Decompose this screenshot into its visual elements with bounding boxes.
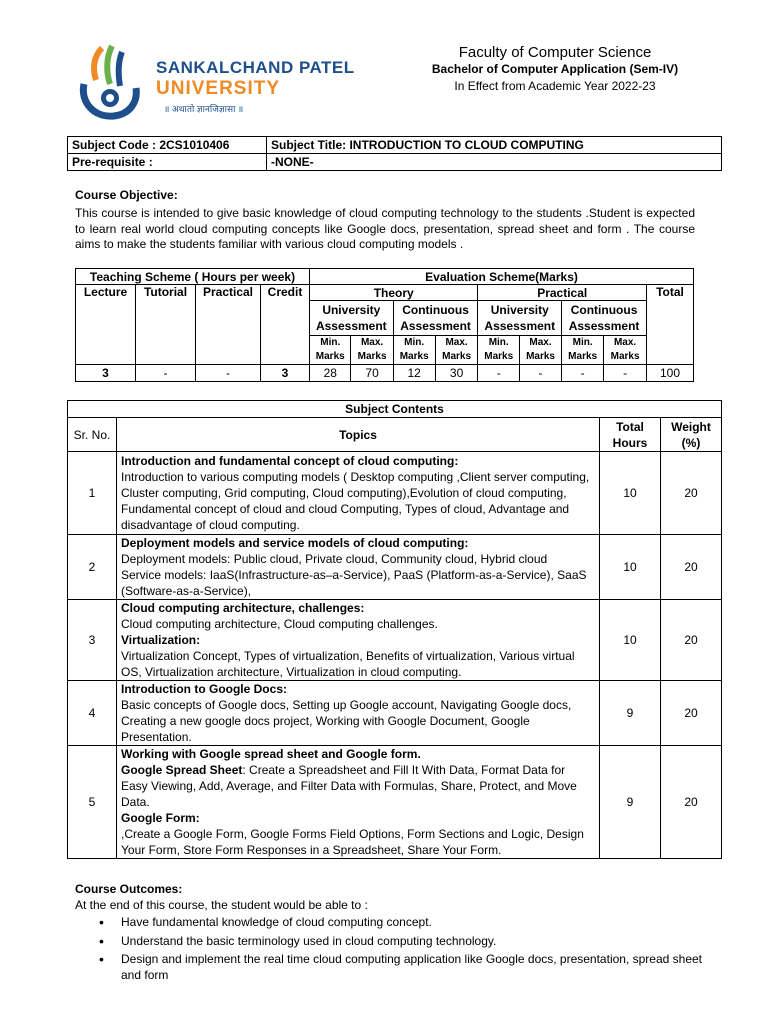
document-header: [390, 44, 720, 95]
university-logo: [72, 44, 355, 120]
min-marks-header: Min. Marks: [393, 336, 435, 365]
program-title: Bachelor of Computer Application (Sem-IV): [431, 62, 679, 76]
practical-university-header: University Assessment: [478, 301, 562, 336]
lecture-header: Lecture: [76, 285, 136, 365]
row-hours: 10: [600, 535, 661, 600]
topic-heading: Google Form:: [121, 811, 200, 825]
table-row: [68, 681, 722, 746]
scheme-value: 12: [393, 365, 435, 382]
scheme-value: -: [562, 365, 604, 382]
list-item: • Understand the basic terminology used in cloud computing technology.: [75, 934, 705, 950]
subject-title: Subject Title: INTRODUCTION TO CLOUD COMPUTING: [267, 137, 722, 154]
max-marks-header: Max. Marks: [519, 336, 561, 365]
topic-text: Cloud computing architecture, Cloud computing challenges.: [121, 617, 438, 631]
effect-year: In Effect from Academic Year 2022-23: [454, 79, 656, 93]
practical-eval-header: Practical: [478, 285, 647, 301]
topic-text: Basic concepts of Google docs, Setting up Google account, Navigating Google docs, Creating a new google docs project, Working with Google Document, Google Presentation.: [121, 698, 572, 744]
outcomes-list: [75, 915, 705, 983]
row-hours: 9: [600, 746, 661, 859]
row-sr: 2: [68, 535, 117, 600]
topic-heading: Google Spread Sheet: [121, 763, 243, 777]
row-sr: 5: [68, 746, 117, 859]
scheme-value: 3: [76, 365, 136, 382]
row-sr: 3: [68, 600, 117, 681]
evaluation-scheme-header: Evaluation Scheme(Marks): [310, 269, 694, 285]
scheme-value: 100: [647, 365, 694, 382]
scheme-value: 3: [261, 365, 310, 382]
topic-heading: Virtualization:: [121, 633, 201, 647]
scheme-value: -: [478, 365, 519, 382]
col-hours: Total Hours: [600, 418, 661, 452]
row-hours: 10: [600, 452, 661, 535]
col-sr: Sr. No.: [68, 418, 117, 452]
logo-motto: ॥ अथातो ज्ञानजिज्ञासा ॥: [164, 104, 244, 114]
min-marks-header: Min. Marks: [478, 336, 519, 365]
topic-text: Deployment models: Public cloud, Private cloud, Community cloud, Hybrid cloud: [121, 552, 548, 566]
row-hours: 10: [600, 600, 661, 681]
min-marks-header: Min. Marks: [562, 336, 604, 365]
subject-contents-table: [67, 400, 722, 859]
scheme-value: -: [519, 365, 561, 382]
row-weight: 20: [661, 452, 722, 535]
row-sr: 1: [68, 452, 117, 535]
theory-header: Theory: [310, 285, 478, 301]
table-row: [68, 535, 722, 600]
topic-heading: Cloud computing architecture, challenges:: [121, 601, 365, 615]
topic-heading: Deployment models and service models of cloud computing:: [121, 536, 469, 550]
topic-text: Service models: IaaS(Infrastructure-as–a-Service), PaaS (Platform-as-a-Service), SaaS (Software-as-a-Service),: [121, 568, 587, 598]
row-weight: 20: [661, 535, 722, 600]
scheme-value: 70: [351, 365, 393, 382]
contents-title: Subject Contents: [68, 401, 722, 418]
practical-continuous-header: Continuous Assessment: [562, 301, 647, 336]
topic-text: Introduction to various computing models ( Desktop computing ,Client server computing, Cluster computing, Grid computing, Cloud computing),Evolution of cloud computing, Fundamental concept of cloud and cloud Computing, Types of cloud, Advantage and disadvantage of cloud computing.: [121, 470, 590, 532]
col-weight: Weight (%): [661, 418, 722, 452]
topic-text: ,Create a Google Form, Google Forms Field Options, Form Sections and Logic, Design Your Form, Store Form Responses in a Spreadsheet, Share Your Form.: [121, 827, 584, 857]
row-weight: 20: [661, 681, 722, 746]
tutorial-header: Tutorial: [136, 285, 196, 365]
prerequisite-label: Pre-requisite :: [68, 154, 267, 171]
table-row: [68, 600, 722, 681]
objective-text: This course is intended to give basic knowledge of cloud computing technology to the students .Student is expected to learn real world cloud computing concepts like Google docs, presentation, spread sheet and form . The course aims to make the students familiar with various cloud computing models .: [75, 206, 695, 251]
min-marks-header: Min. Marks: [310, 336, 351, 365]
row-hours: 9: [600, 681, 661, 746]
practical-header: Practical: [196, 285, 261, 365]
topic-heading: Working with Google spread sheet and Google form.: [121, 747, 421, 761]
table-row: [68, 452, 722, 535]
list-item: • Design and implement the real time cloud computing application like Google docs, presentation, spread sheet and form: [75, 952, 705, 983]
col-topics: Topics: [117, 418, 600, 452]
scheme-table: [75, 268, 694, 382]
scheme-value: -: [196, 365, 261, 382]
objective-heading: Course Objective:: [75, 188, 178, 202]
scheme-value: 28: [310, 365, 351, 382]
max-marks-header: Max. Marks: [435, 336, 478, 365]
table-row: [68, 746, 722, 859]
total-header: Total: [647, 285, 694, 365]
faculty-title: Faculty of Computer Science: [458, 44, 652, 61]
teaching-scheme-header: Teaching Scheme ( Hours per week): [76, 269, 310, 285]
topic-text: : Create a Spreadsheet and Fill It With Data, Format Data for Easy Viewing, Add, Average, and Filter Data with Formulas, Share, Protect, and Move Data.: [121, 763, 577, 809]
list-item: • Have fundamental knowledge of cloud computing concept.: [75, 915, 705, 931]
prerequisite-value: -NONE-: [267, 154, 722, 171]
topic-text: Virtualization Concept, Types of virtualization, Benefits of virtualization, Various virtual OS, Virtualization architecture, Virtualization in cloud computing.: [121, 649, 575, 679]
topic-heading: Introduction and fundamental concept of cloud computing:: [121, 454, 459, 468]
row-weight: 20: [661, 746, 722, 859]
row-sr: 4: [68, 681, 117, 746]
subject-table: [67, 136, 722, 171]
topic-heading: Introduction to Google Docs:: [121, 682, 287, 696]
scheme-value: -: [136, 365, 196, 382]
logo-line-2: UNIVERSITY: [156, 78, 281, 99]
max-marks-header: Max. Marks: [604, 336, 647, 365]
theory-university-header: University Assessment: [310, 301, 394, 336]
theory-continuous-header: Continuous Assessment: [393, 301, 478, 336]
scheme-value: 30: [435, 365, 478, 382]
max-marks-header: Max. Marks: [351, 336, 393, 365]
course-outcomes: [75, 881, 705, 986]
row-weight: 20: [661, 600, 722, 681]
outcomes-heading: Course Outcomes:: [75, 882, 183, 896]
scheme-value: -: [604, 365, 647, 382]
credit-header: Credit: [261, 285, 310, 365]
logo-line-1: SANKALCHAND PATEL: [156, 58, 355, 77]
subject-code: Subject Code : 2CS1010406: [68, 137, 267, 154]
outcomes-intro: At the end of this course, the student would be able to :: [75, 898, 368, 912]
